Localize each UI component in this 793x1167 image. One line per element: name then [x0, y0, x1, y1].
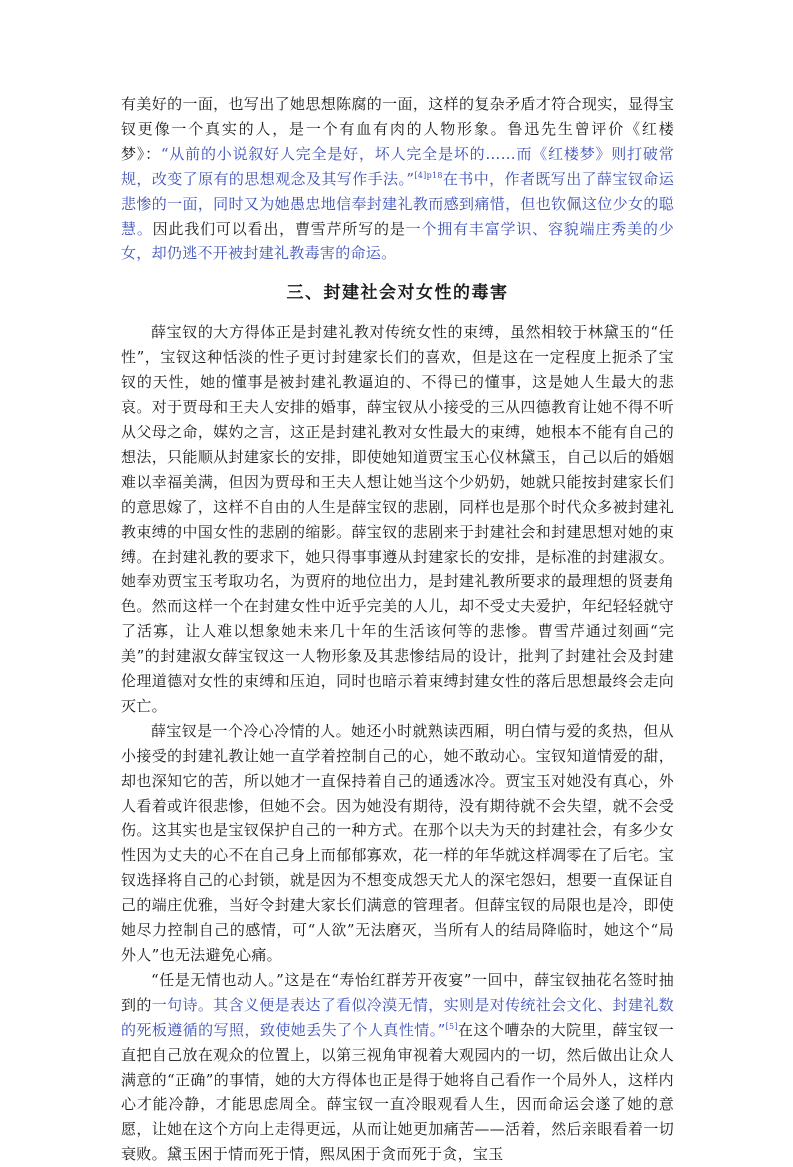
paragraph: [121, 719, 674, 968]
paragraph: [121, 320, 674, 719]
document-page: [121, 92, 674, 1167]
paragraph-continued: [121, 92, 674, 266]
paragraph-text: “任是无情也动人。”这是在“寿怡红群芳开夜宴”一回中，薛宝钗抽花名签时抽到的: [121, 970, 674, 1014]
paragraph-text: 有美好的一面，也写出了她思想陈腐的一面，这样的复杂矛盾才符合现实，显得宝钗更像一个真实的人，是一个有血有肉的人物形象。鲁迅先生曾评价《红楼梦》：: [121, 95, 674, 163]
quote-text: “从前的小说叙好人完全是好，坏人完全是坏的……而《红楼梦》则打破常规，改变了原有的思想观念及其写作手法。”: [121, 144, 674, 188]
paragraph-text: 在这个嘈杂的大院里，薛宝钗一直把自己放在观众的位置上，以第三视角审视着大观园内的一切，然后做出让众人满意的“正确”的事情，她的大方得体也正是得于她将自己看作一个局外人，这样内心才能冷静，才能思虑周全。薛宝钗一直冷眼观看人生，因而命运会遂了她的意愿，让她在这个方向上走得更远，从而让她更加痛苦——活着，然后亲眼看着一切衰败。黛玉困于情而死于情，熙凤困于贪而死于贪，宝玉: [121, 1020, 674, 1164]
highlighted-text: 在书中，作者既写出了薛宝钗命运悲惨的一面，同时又为她愚忠地信奉封建礼教而感到痛惜，但也钦佩这位少女的聪慧。: [121, 169, 674, 238]
highlighted-text: 一个拥有丰富学识、容貌端庄秀美的少女，却仍逃不开被封建礼教毒害的命运。: [121, 219, 674, 263]
paragraph-text: 薛宝钗是一个冷心冷情的人。她还小时就熟读西厢，明白情与爱的炙热，但从小接受的封建礼教让她一直学着控制自己的心，她不敢动心。宝钗知道情爱的甜，却也深知它的苦，所以她才一直保持着自己的通透冰冷。贾宝玉对她没有真心，外人看着或许很悲惨，但她不会。因为她没有期待，没有期待就不会失望，就不会受伤。这其实也是宝钗保护自己的一种方式。在那个以夫为天的封建社会，有多少女性因为丈夫的心不在自己身上而郁郁寡欢，花一样的年华就这样凋零在了后宅。宝钗选择将自己的心封锁，就是因为不想变成怨天尤人的深宅怨妇，想要一直保证自己的端庄优雅，当好令封建大家长们满意的管理者。但薛宝钗的局限也是冷，即使她尽力控制自己的感情，可“人欲”无法磨灭，当所有人的结局降临时，她这个“局外人”也无法避免心痛。: [121, 721, 674, 964]
citation-marker: [5]: [445, 1021, 458, 1031]
paragraph-text: 因此我们可以看出，曹雪芹所写的是: [152, 219, 406, 238]
paragraph-text: 薛宝钗的大方得体正是封建礼教对传统女性的束缚，虽然相较于林黛玉的“任性”，宝钗这种恬淡的性子更讨封建家长们的喜欢，但是这在一定程度上扼杀了宝钗的天性，她的懂事是被封建礼教逼迫的、不得已的懂事，这是她人生最大的悲哀。对于贾母和王夫人安排的婚事，薛宝钗从小接受的三从四德教育让她不得不听从父母之命，媒妁之言，这正是封建礼教对女性最大的束缚，她根本不能有自己的想法，只能顺从封建家长的安排，即使她知道贾宝玉心仪林黛玉，自己以后的婚姻难以幸福美满，但因为贾母和王夫人想让她当这个少奶奶，她就只能按封建家长们的意思嫁了，这样不自由的人生是薛宝钗的悲剧，同样也是那个时代众多被封建礼教束缚的中国女性的悲剧的缩影。薛宝钗的悲剧来于封建社会和封建思想对她的束缚。在封建礼教的要求下，她只得事事遵从封建家长的安排，是标准的封建淑女。她奉劝贾宝玉考取功名，为贾府的地位出力，是封建礼教所要求的最理想的贤妻角色。然而这样一个在封建女性中近乎完美的人儿，却不受丈夫爱护，年纪轻轻就守了活寡，让人难以想象她未来几十年的生活该何等的悲惨。曹雪芹通过刻画“完美”的封建淑女薛宝钗这一人物形象及其悲惨结局的设计，批判了封建社会及封建伦理道德对女性的束缚和压迫，同时也暗示着束缚封建女性的落后思想最终会走向灭亡。: [121, 323, 674, 715]
paragraph: [121, 968, 674, 1167]
section-heading: 三、封建社会对女性的毒害: [286, 283, 509, 304]
highlighted-text: 一句诗。其含义便是表达了看似冷漠无情，实则是对传统社会文化、封建礼数的死板遵循的写照，致使她丢失了个人真性情。”: [121, 995, 674, 1039]
citation-marker: [4]p18: [414, 170, 443, 180]
